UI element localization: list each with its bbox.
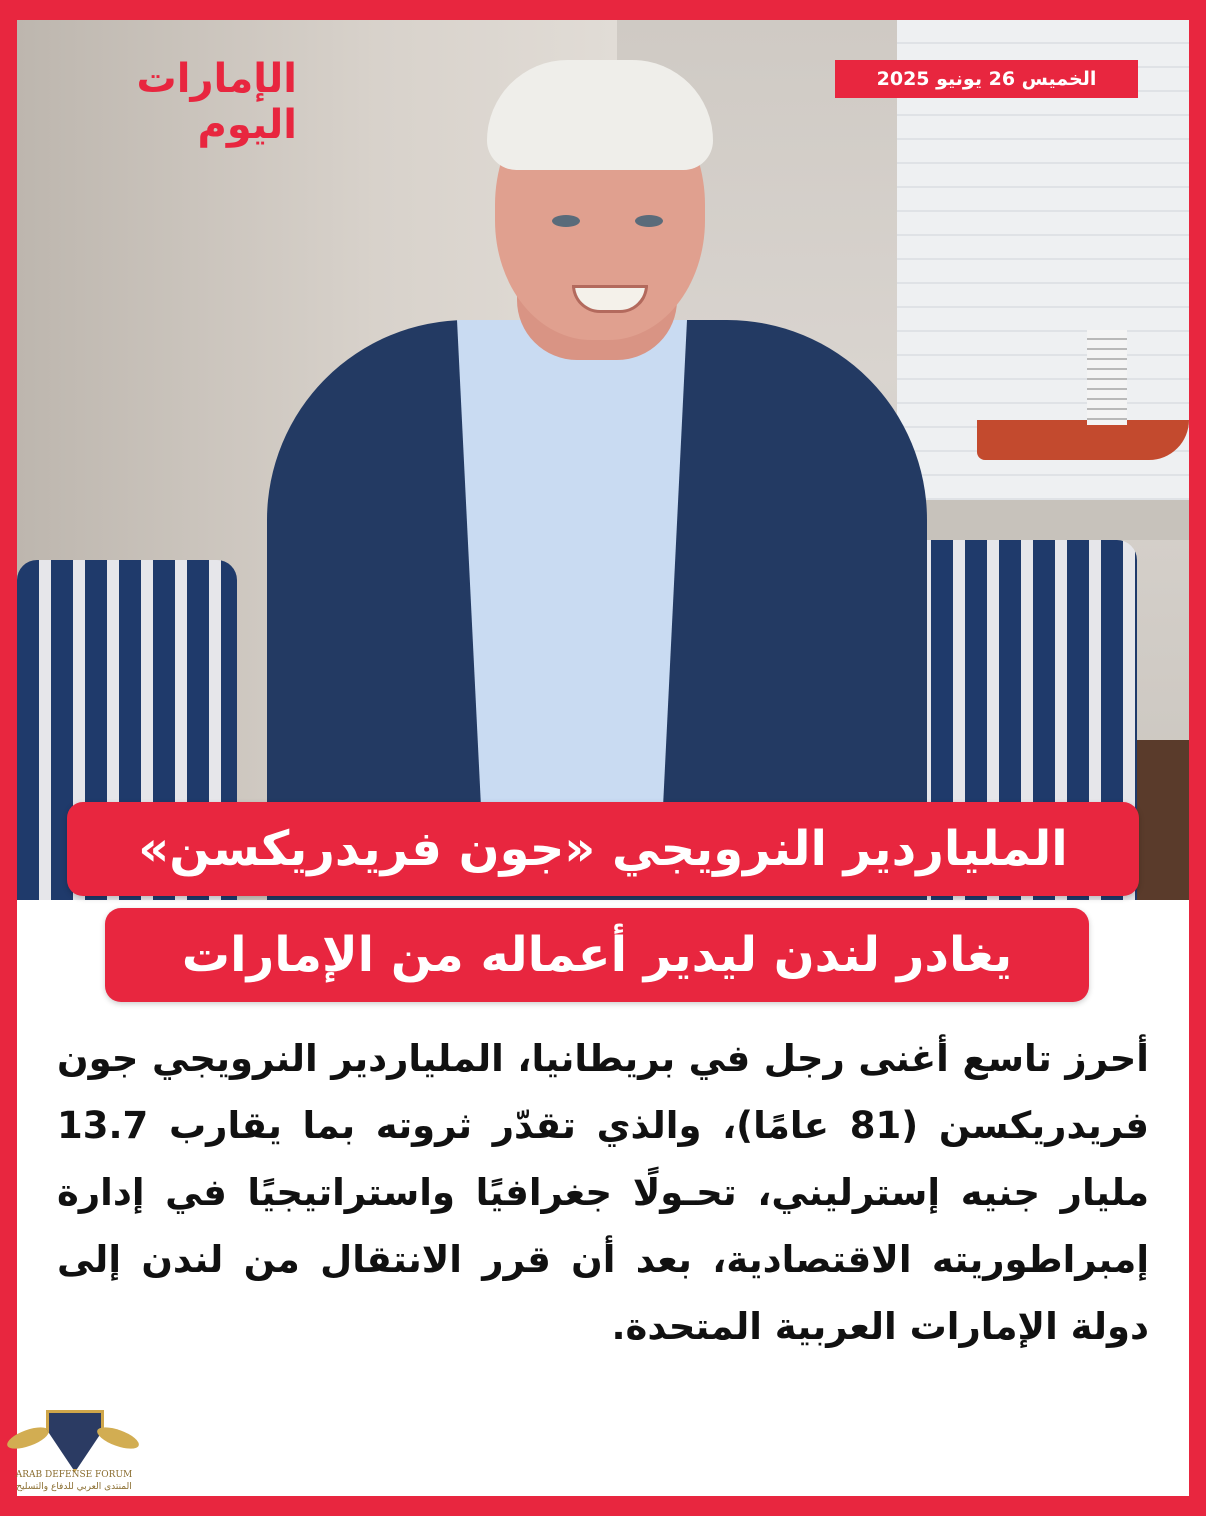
shield-icon [46,1410,104,1472]
window-blinds [897,20,1189,540]
article-body: أحرز تاسع أغنى رجل في بريطانيا، الملياردير النرويجي جون فريدريكسن (81 عامًا)، والذي تقدّر ثروته بما يقارب 13.7 مليار جنيه إسترليني، تحـولًا جغرافيًا واستراتيجيًا في إدارة إمبراطوريته الاقتصادية، بعد أن قرر الانتقال من لندن إلى دولة الإمارات العربية المتحدة. [57,1037,1149,1348]
date-badge: الخميس 26 يونيو 2025 [835,60,1138,98]
headline-line-2: يغادر لندن ليدير أعماله من الإمارات [105,908,1089,1002]
portrait-photo [17,20,1189,900]
watermark-name: ARAB DEFENSE FORUM [15,1470,133,1480]
brand-logo: الإمارات اليوم [136,56,297,148]
post-card [17,20,1189,1496]
wing-icon [5,1423,52,1453]
wing-icon [95,1423,142,1453]
forum-watermark-logo [4,1408,144,1498]
watermark-name-arabic: المنتدى العربي للدفاع والتسليح [16,1482,132,1492]
ship-model [977,420,1189,460]
headline-line-1: الملياردير النرويجي «جون فريدريكسن» [67,802,1139,896]
